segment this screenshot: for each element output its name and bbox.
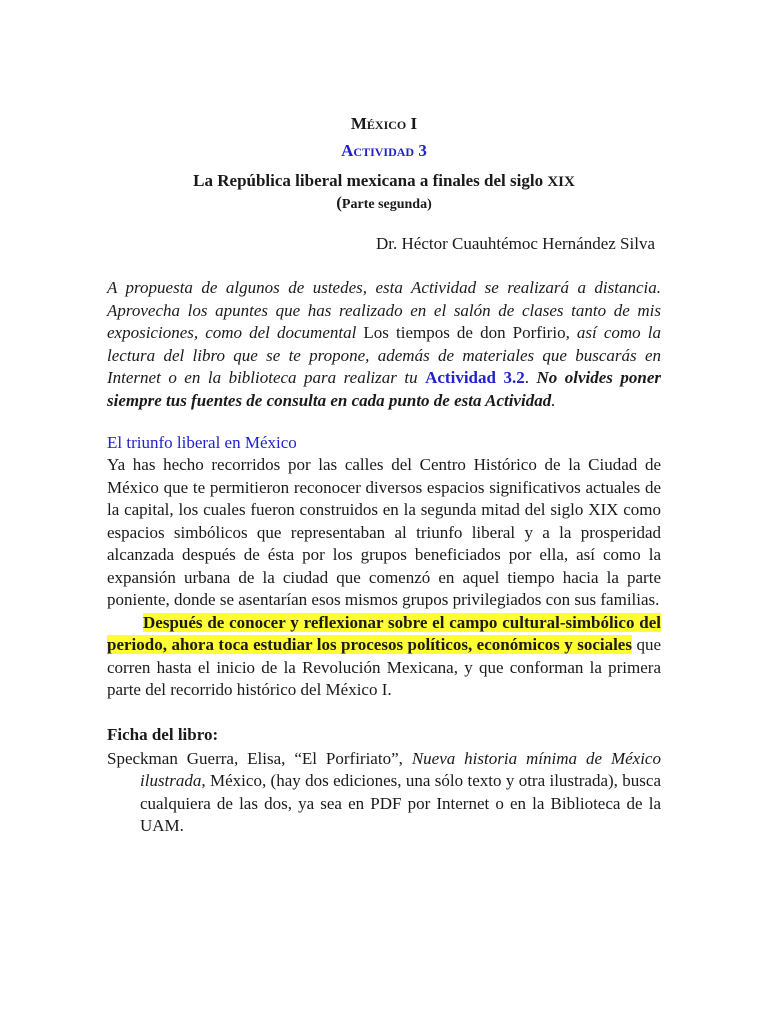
- ficha-heading: [107, 724, 661, 746]
- subtitle-text: Parte segunda): [341, 197, 432, 212]
- section-paragraph-2: [107, 612, 661, 702]
- intro-end: .: [551, 390, 556, 410]
- main-title: [107, 170, 661, 193]
- document-page: [107, 112, 661, 838]
- course-title: México I: [350, 114, 418, 133]
- book-title: Nueva historia mínima de México ilustrada: [140, 748, 661, 790]
- author-name: Dr. Héctor Cuauhtémoc Hernández Silva: [376, 234, 655, 253]
- intro-activity-ref: Actividad 3.2: [425, 368, 525, 387]
- highlighted-text: Después de conocer y reflexionar sobre el campo cultural-simbólico del periodo, ahora toca estudiar los procesos políticos, económicos y sociales: [107, 612, 661, 654]
- intro-part2: , así como la lectura del libro que se te propone, además de materiales que buscarás en Internet o en la biblioteca para realizar tu: [107, 323, 662, 387]
- subtitle: [107, 193, 661, 215]
- intro-part3: .: [524, 368, 537, 387]
- book-author: Speckman Guerra, Elisa, “El Porfiriato”,: [107, 748, 412, 768]
- section-paragraph-1: Ya has hecho recorridos por las calles del Centro Histórico de la Ciudad de México que te permitieron reconocer diversos espacios significativos actuales de la capital, los cuales fueron construidos en la segunda mitad del siglo XIX como espacios simbólicos que representaban al triunfo liberal y a la prosperidad alcanzada después de ésta por los grupos beneficiados por ella, así como la expansión urbana de la ciudad que comenzó en aquel tiempo hacia la parte poniente, donde se asentarían esos mismos grupos privilegiados con sus familias.: [107, 455, 661, 609]
- book-details: , México, (hay dos ediciones, una sólo texto y otra ilustrada), busca cualquiera de las dos, ya sea en PDF por Internet o en la Biblioteca de la UAM.: [140, 771, 661, 835]
- intro-documentary: Los tiempos de don Porfirio: [356, 323, 566, 342]
- intro-emphasis: No olvides poner siempre tus fuentes de consulta en cada punto de esta Actividad: [107, 368, 661, 410]
- ficha-heading-colon: :: [212, 724, 219, 744]
- section-heading: El triunfo liberal en México: [107, 433, 297, 452]
- ficha-heading-text: Ficha del libro: [107, 724, 213, 744]
- main-title-text: La República liberal mexicana a finales del siglo: [193, 171, 544, 190]
- book-reference: [107, 748, 661, 838]
- section-paragraph-2-rest: que corren hasta el inicio de la Revolución Mexicana, y que conforman la primera parte del recorrido histórico del México I.: [107, 635, 661, 699]
- intro-paragraph: [107, 277, 661, 412]
- subtitle-open-paren: (: [336, 193, 342, 212]
- intro-part1: A propuesta de algunos de ustedes, esta Actividad se realizará a distancia. Aprovecha los apuntes que has realizado en el salón de clases tanto de mis exposiciones, como del documental: [107, 278, 661, 342]
- main-title-century: XIX: [547, 174, 575, 190]
- activity-title: Actividad 3: [341, 141, 427, 160]
